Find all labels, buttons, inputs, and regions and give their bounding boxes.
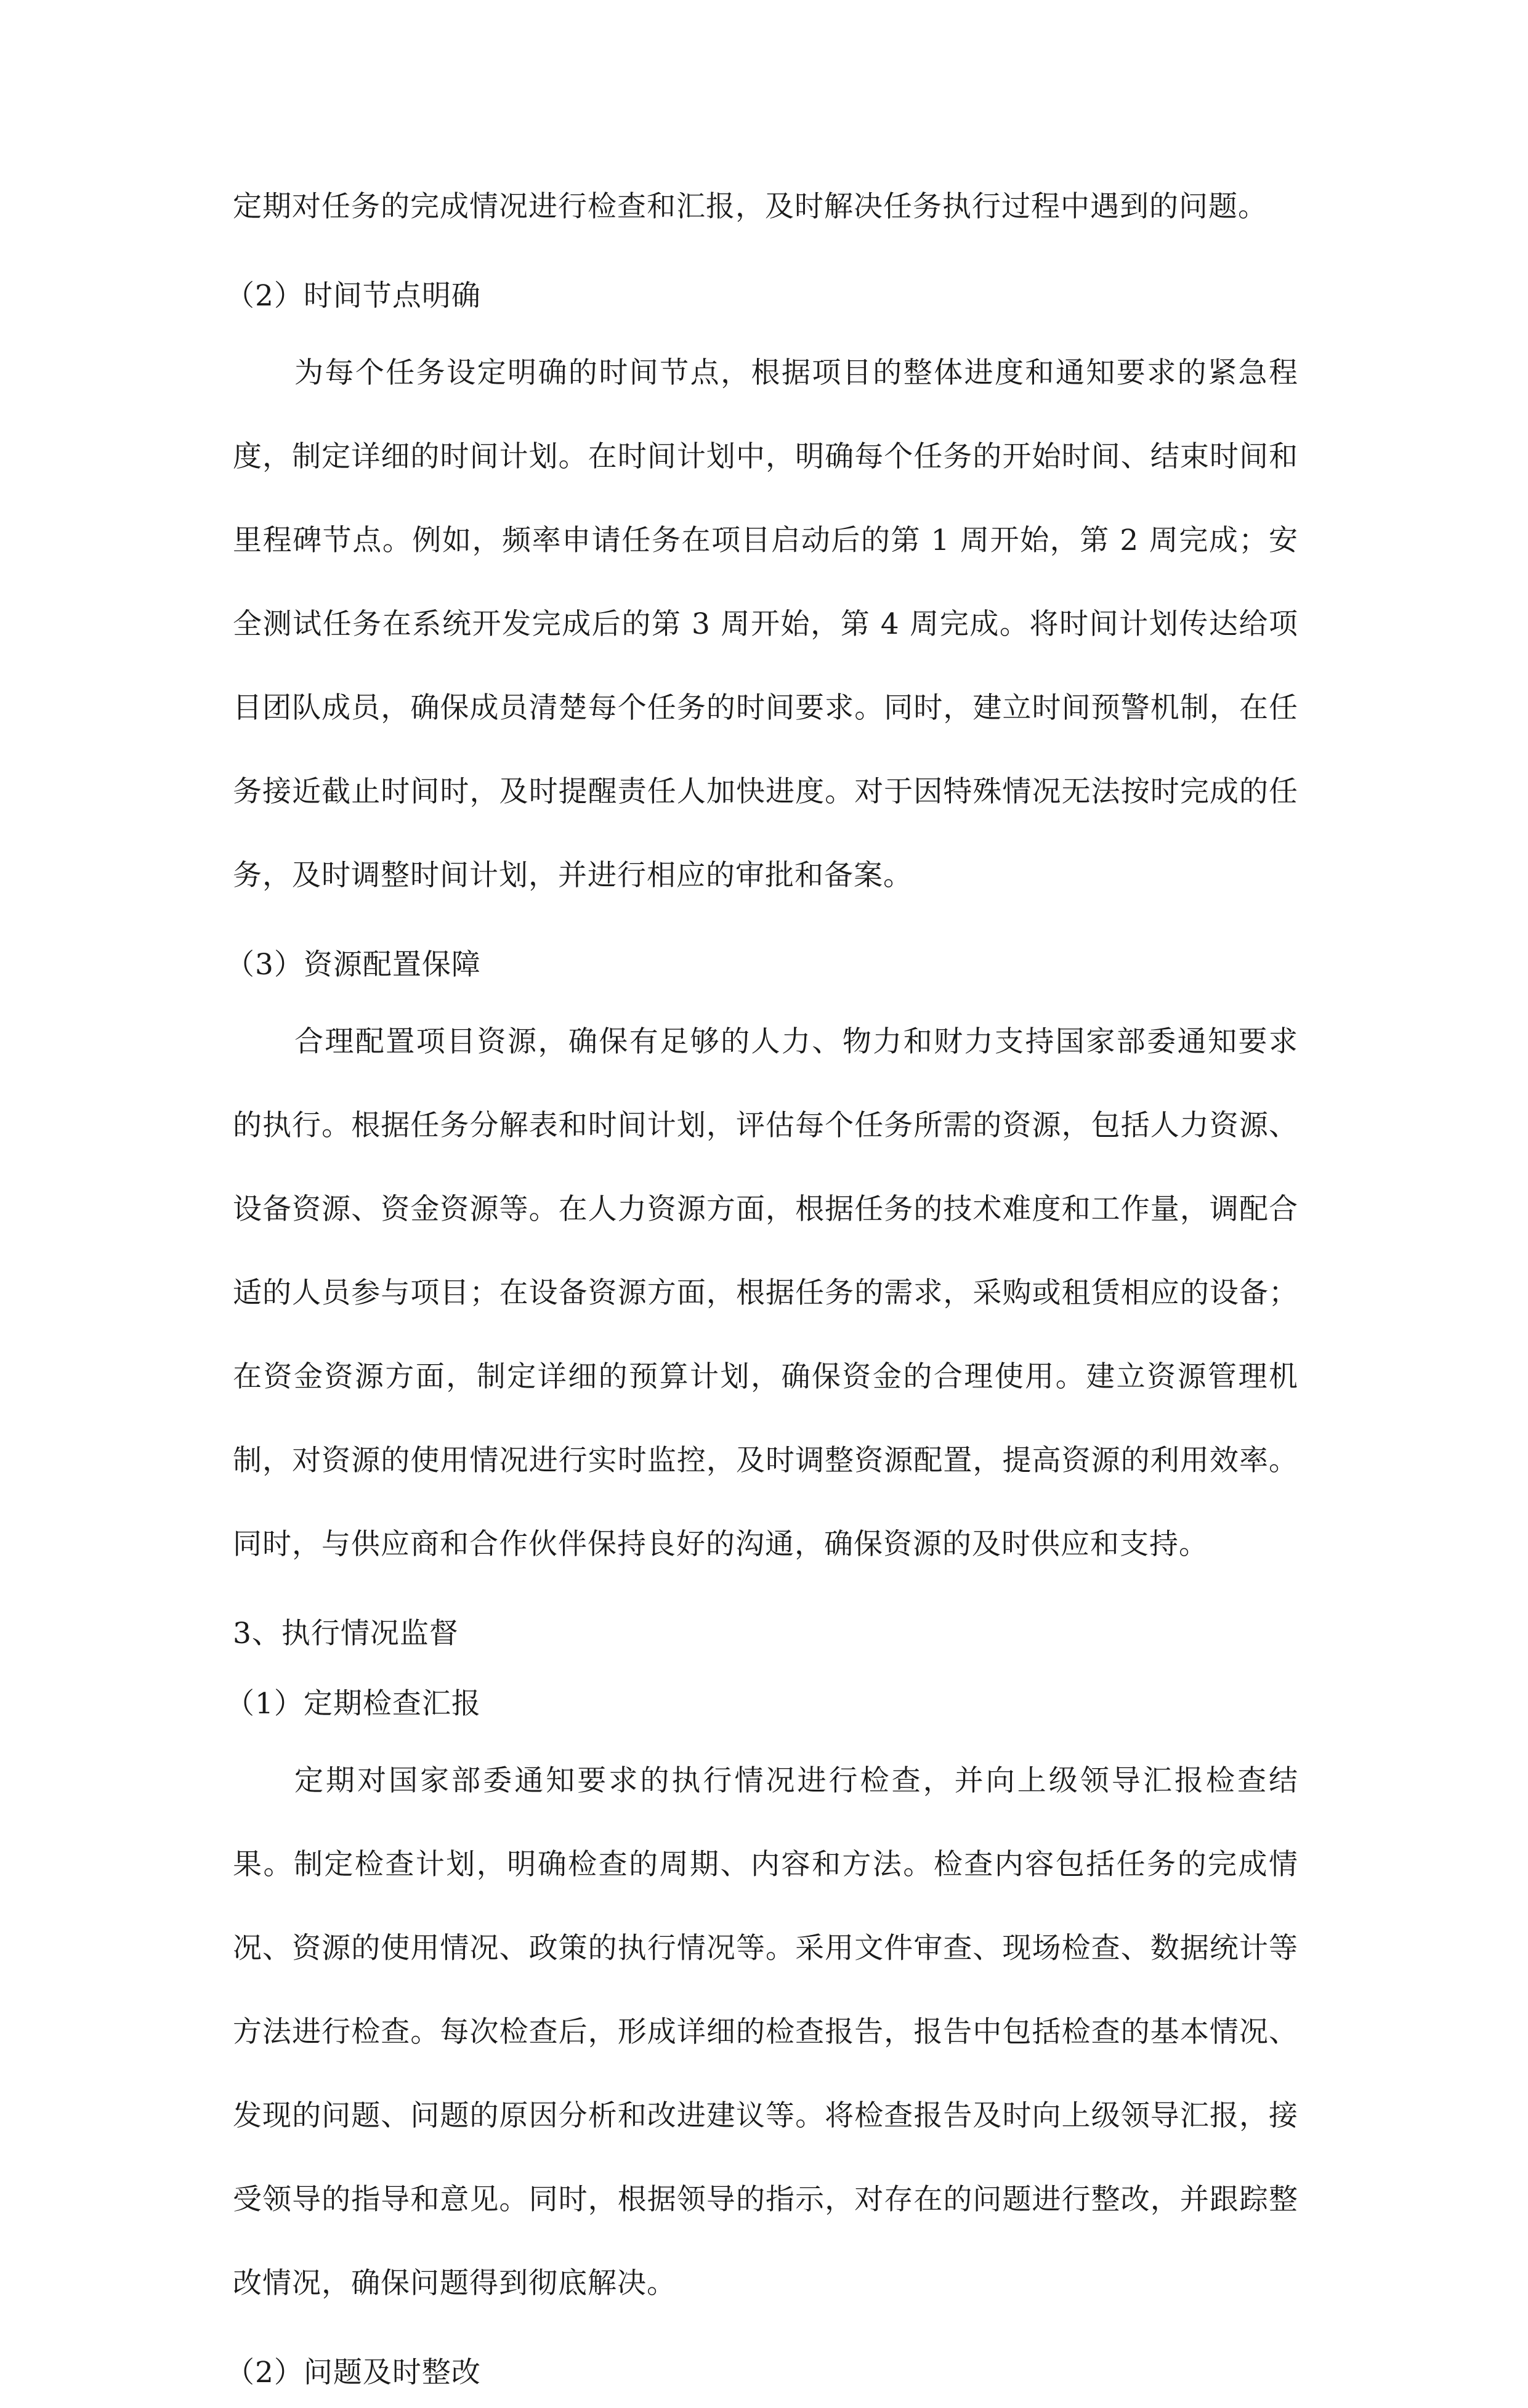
section-heading-timely-rectification: （2）问题及时整改	[225, 2356, 481, 2390]
section-body-regular-inspection: 定期对国家部委通知要求的执行情况进行检查，并向上级领导汇报检查结果。制定检查计划，明确检查的周期、内容和方法。检查内容包括任务的完成情况、资源的使用情况、政策的执行情况等。采用文件审查、现场检查、数据统计等方法进行检查。每次检查后，形成详细的检查报告，报告中包括检查的基本情况、发现的问题、问题的原因分析和改进建议等。将检查报告及时向上级领导汇报，接受领导的指导和意见。同时，根据领导的指示，对存在的问题进行整改，并跟踪整改情况，确保问题得到彻底解决。	[233, 1764, 1298, 2300]
document-content	[225, 165, 1298, 2408]
section-heading-resource-allocation: （3）资源配置保障	[225, 948, 481, 982]
section-heading-regular-inspection: （1）定期检查汇报	[225, 1687, 481, 1721]
section-body-resource-allocation: 合理配置项目资源，确保有足够的人力、物力和财力支持国家部委通知要求的执行。根据任务分解表和时间计划，评估每个任务所需的资源，包括人力资源、设备资源、资金资源等。在人力资源方面，根据任务的技术难度和工作量，调配合适的人员参与项目；在设备资源方面，根据任务的需求，采购或租赁相应的设备；在资金资源方面，制定详细的预算计划，确保资金的合理使用。建立资源管理机制，对资源的使用情况进行实时监控，及时调整资源配置，提高资源的利用效率。同时，与供应商和合作伙伴保持良好的沟通，确保资源的及时供应和支持。	[233, 1025, 1298, 1561]
section-heading-time-nodes: （2）时间节点明确	[225, 279, 481, 313]
chapter-heading-execution-supervision: 3、执行情况监督	[233, 1617, 459, 1650]
section-body-time-nodes: 为每个任务设定明确的时间节点，根据项目的整体进度和通知要求的紧急程度，制定详细的时间计划。在时间计划中，明确每个任务的开始时间、结束时间和里程碑节点。例如，频率申请任务在项目启动后的第 1 周开始，第 2 周完成；安全测试任务在系统开发完成后的第 3 周开始，第 4 周完成。将时间计划传达给项目团队成员，确保成员清楚每个任务的时间要求。同时，建立时间预警机制，在任务接近截止时间时，及时提醒责任人加快进度。对于因特殊情况无法按时完成的任务，及时调整时间计划，并进行相应的审批和备案。	[233, 356, 1298, 892]
continued-paragraph: 定期对任务的完成情况进行检查和汇报，及时解决任务执行过程中遇到的问题。	[233, 190, 1267, 224]
